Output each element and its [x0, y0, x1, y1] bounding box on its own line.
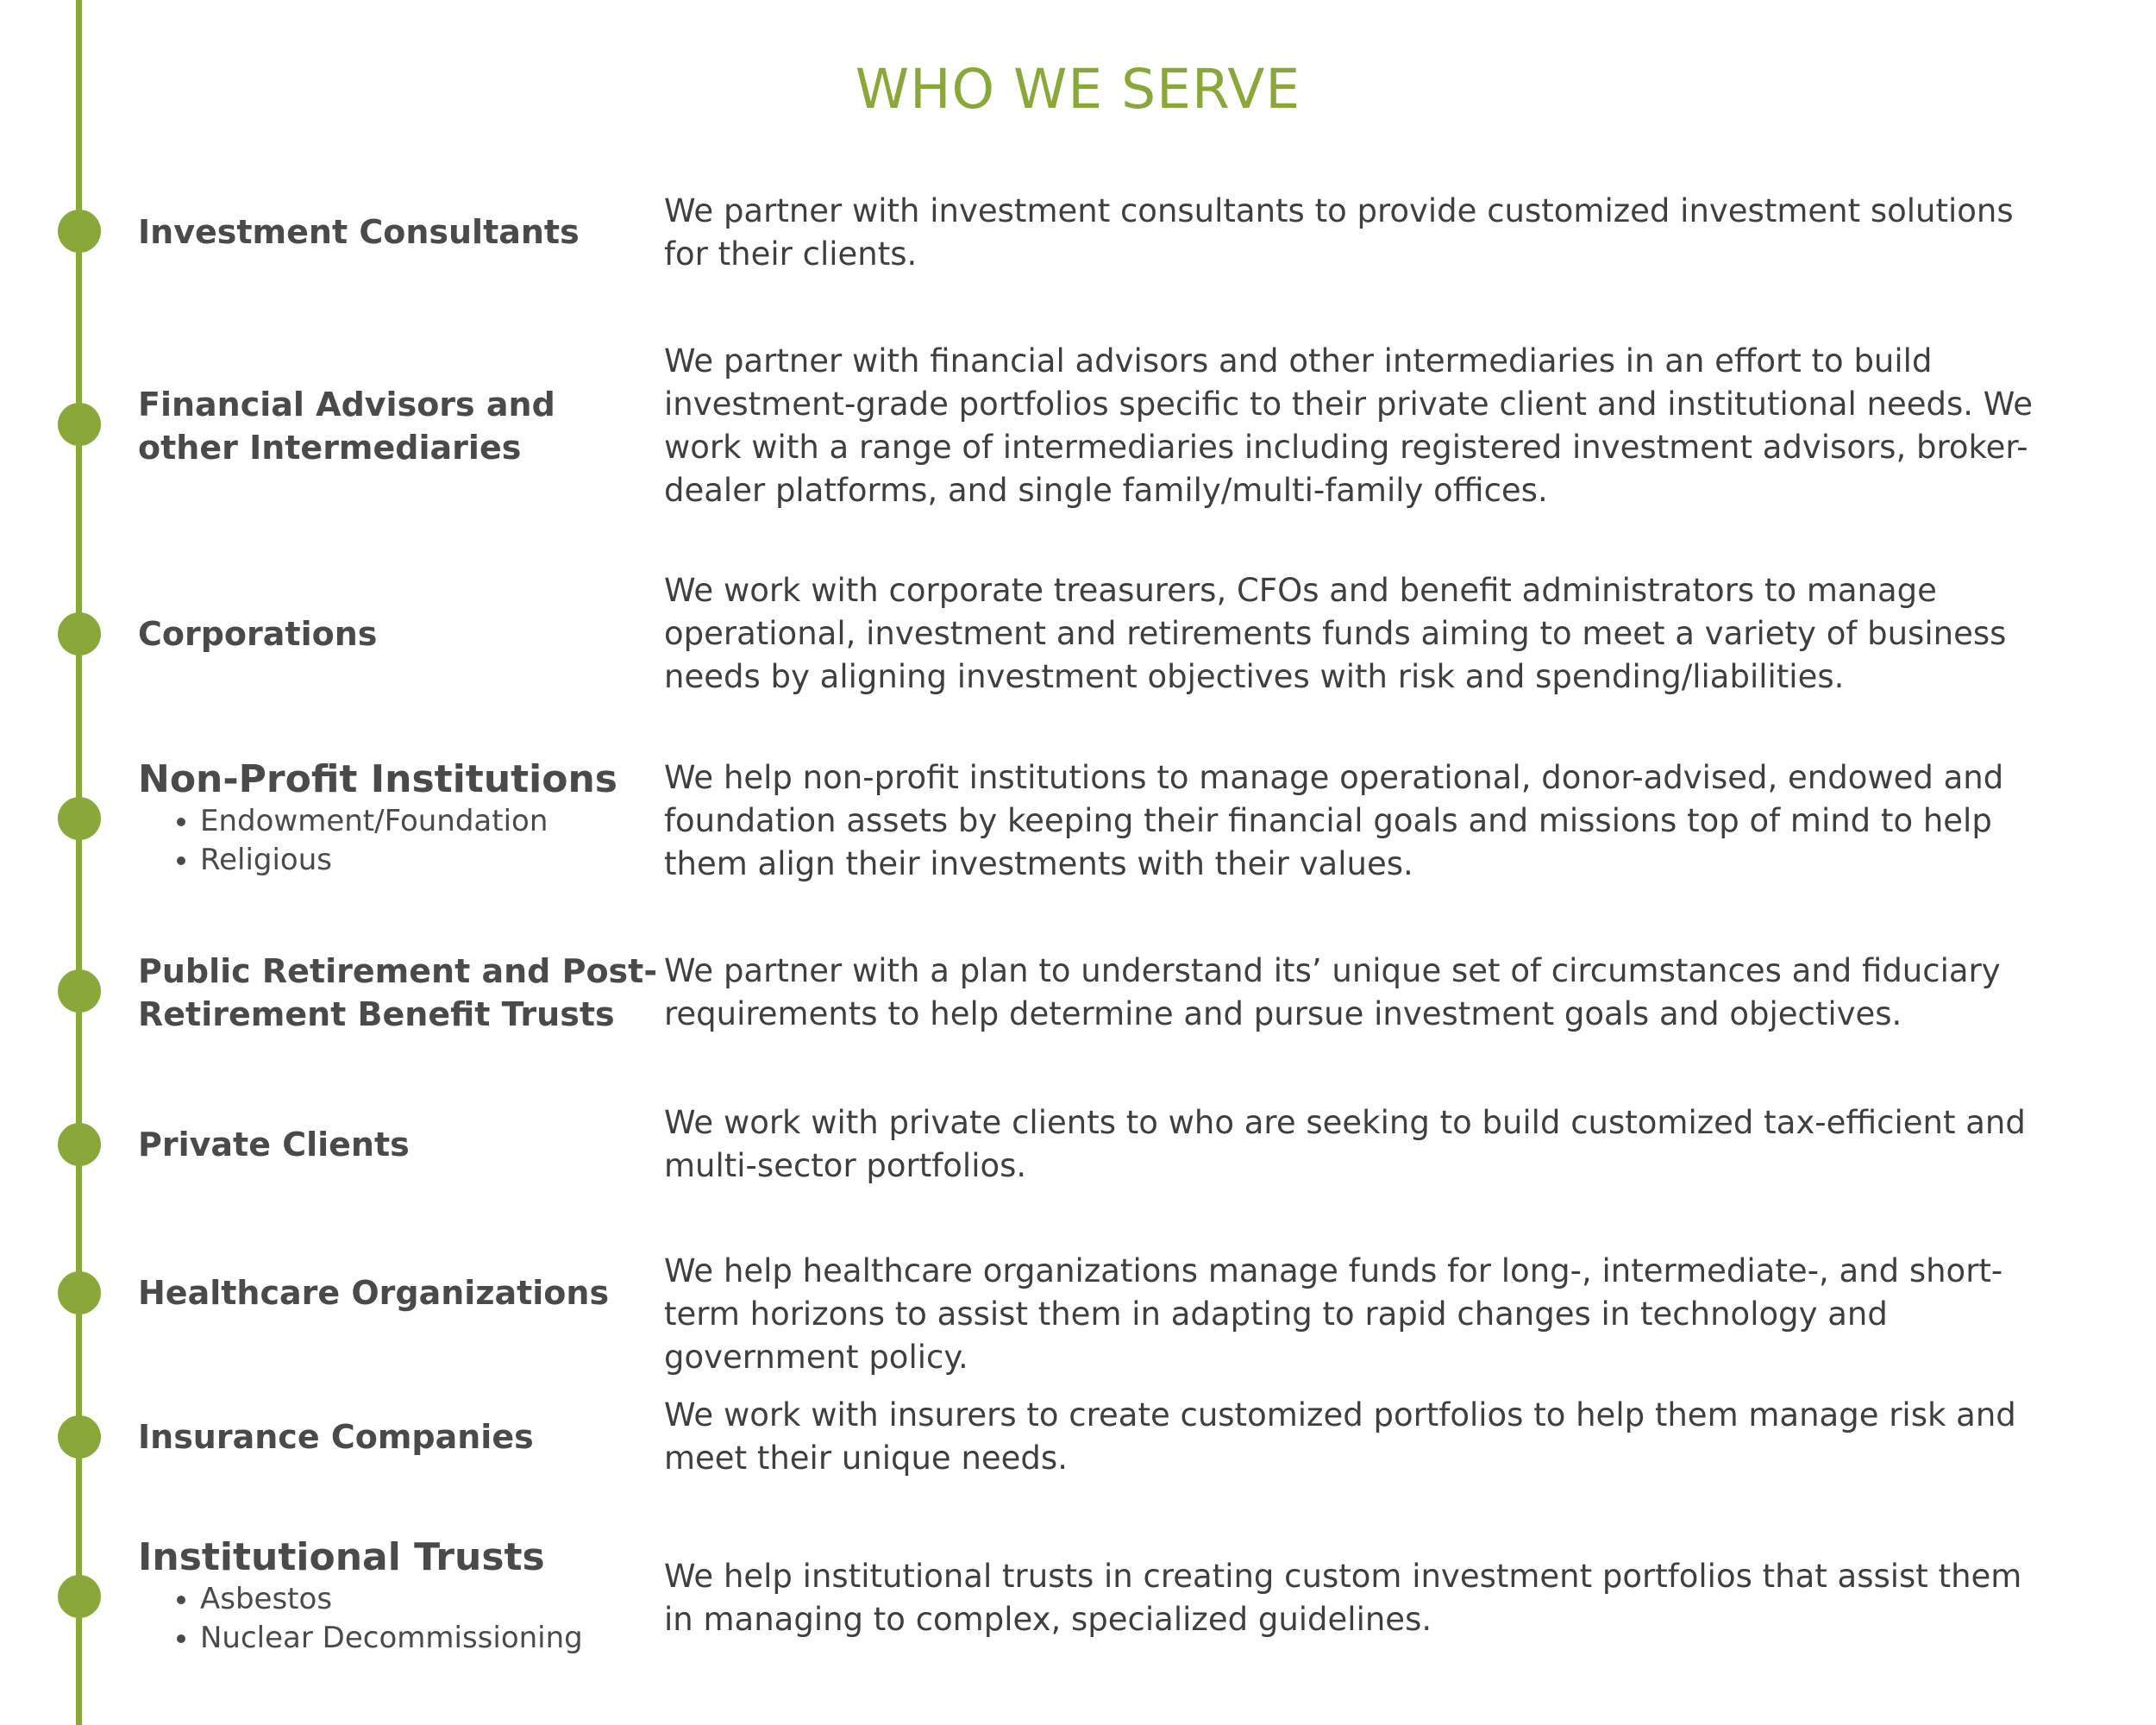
sub-item-list	[138, 802, 664, 880]
entry-description: We work with private clients to who are seeking to build customized tax-efficient and multi-sector portfolios.	[664, 1104, 2026, 1184]
entry-label: Private Clients	[138, 1126, 410, 1164]
entry-label: Corporations	[138, 615, 378, 653]
entry-label: Investment Consultants	[138, 213, 580, 251]
timeline-dot	[58, 1271, 101, 1314]
sub-item: • Nuclear Decommissioning	[200, 1619, 664, 1658]
sub-item: • Endowment/Foundation	[200, 802, 664, 841]
entry-description: We work with insurers to create customized portfolios to help them manage risk and meet their unique needs.	[664, 1396, 2016, 1477]
entry-label: Financial Advisors and other Intermediaries	[138, 386, 555, 467]
entry-description: We help institutional trusts in creating custom investment portfolios that assist them in managing to complex, specialized guidelines.	[664, 1558, 2022, 1638]
entry-description: We work with corporate treasurers, CFOs and benefit administrators to manage operational, investment and retirements funds aiming to meet a variety of business needs by aligning investment objectives with risk and spending/liabilities.	[664, 572, 2007, 695]
entry-label: Institutional Trusts	[138, 1535, 545, 1579]
timeline-dot	[58, 403, 101, 446]
entry-description: We partner with investment consultants to provide customized investment solutions for their clients.	[664, 192, 2014, 273]
timeline-dot	[58, 1123, 101, 1166]
sub-item: • Asbestos	[200, 1580, 664, 1619]
entry-description: We partner with a plan to understand its’ unique set of circumstances and fiduciary requirements to help determine and pursue investment goals and objectives.	[664, 952, 2001, 1032]
page-title: WHO WE SERVE	[855, 58, 1301, 121]
timeline-dot	[58, 210, 101, 253]
entry-description: We help healthcare organizations manage funds for long-, intermediate-, and short-term horizons to assist them in adapting to rapid changes in technology and government policy.	[664, 1252, 2003, 1376]
entry-label: Non-Profit Institutions	[138, 757, 617, 801]
timeline-dot	[58, 612, 101, 656]
timeline-dot	[58, 1415, 101, 1458]
entry-label: Public Retirement and Post-Retirement Benefit Trusts	[138, 952, 658, 1033]
timeline-dot	[58, 969, 101, 1013]
entry-description: We partner with financial advisors and other intermediaries in an effort to build investment-grade portfolios specific to their private client and institutional needs. We work with a range of intermediaries including registered investment advisors, broker-dealer platforms, and single family/multi-family offices.	[664, 342, 2033, 509]
entry-description: We help non-profit institutions to manage operational, donor-advised, endowed and foundation assets by keeping their financial goals and missions top of mind to help them align their investments with their values.	[664, 759, 2004, 882]
timeline-dot	[58, 797, 101, 840]
entry-label-group	[138, 757, 664, 880]
sub-item: • Religious	[200, 841, 664, 880]
entry-label-group	[138, 1535, 664, 1658]
entry-label: Healthcare Organizations	[138, 1274, 610, 1312]
sub-item-list	[138, 1580, 664, 1658]
timeline-dot	[58, 1575, 101, 1618]
timeline-line	[76, 0, 82, 1725]
entry-label: Insurance Companies	[138, 1418, 534, 1456]
